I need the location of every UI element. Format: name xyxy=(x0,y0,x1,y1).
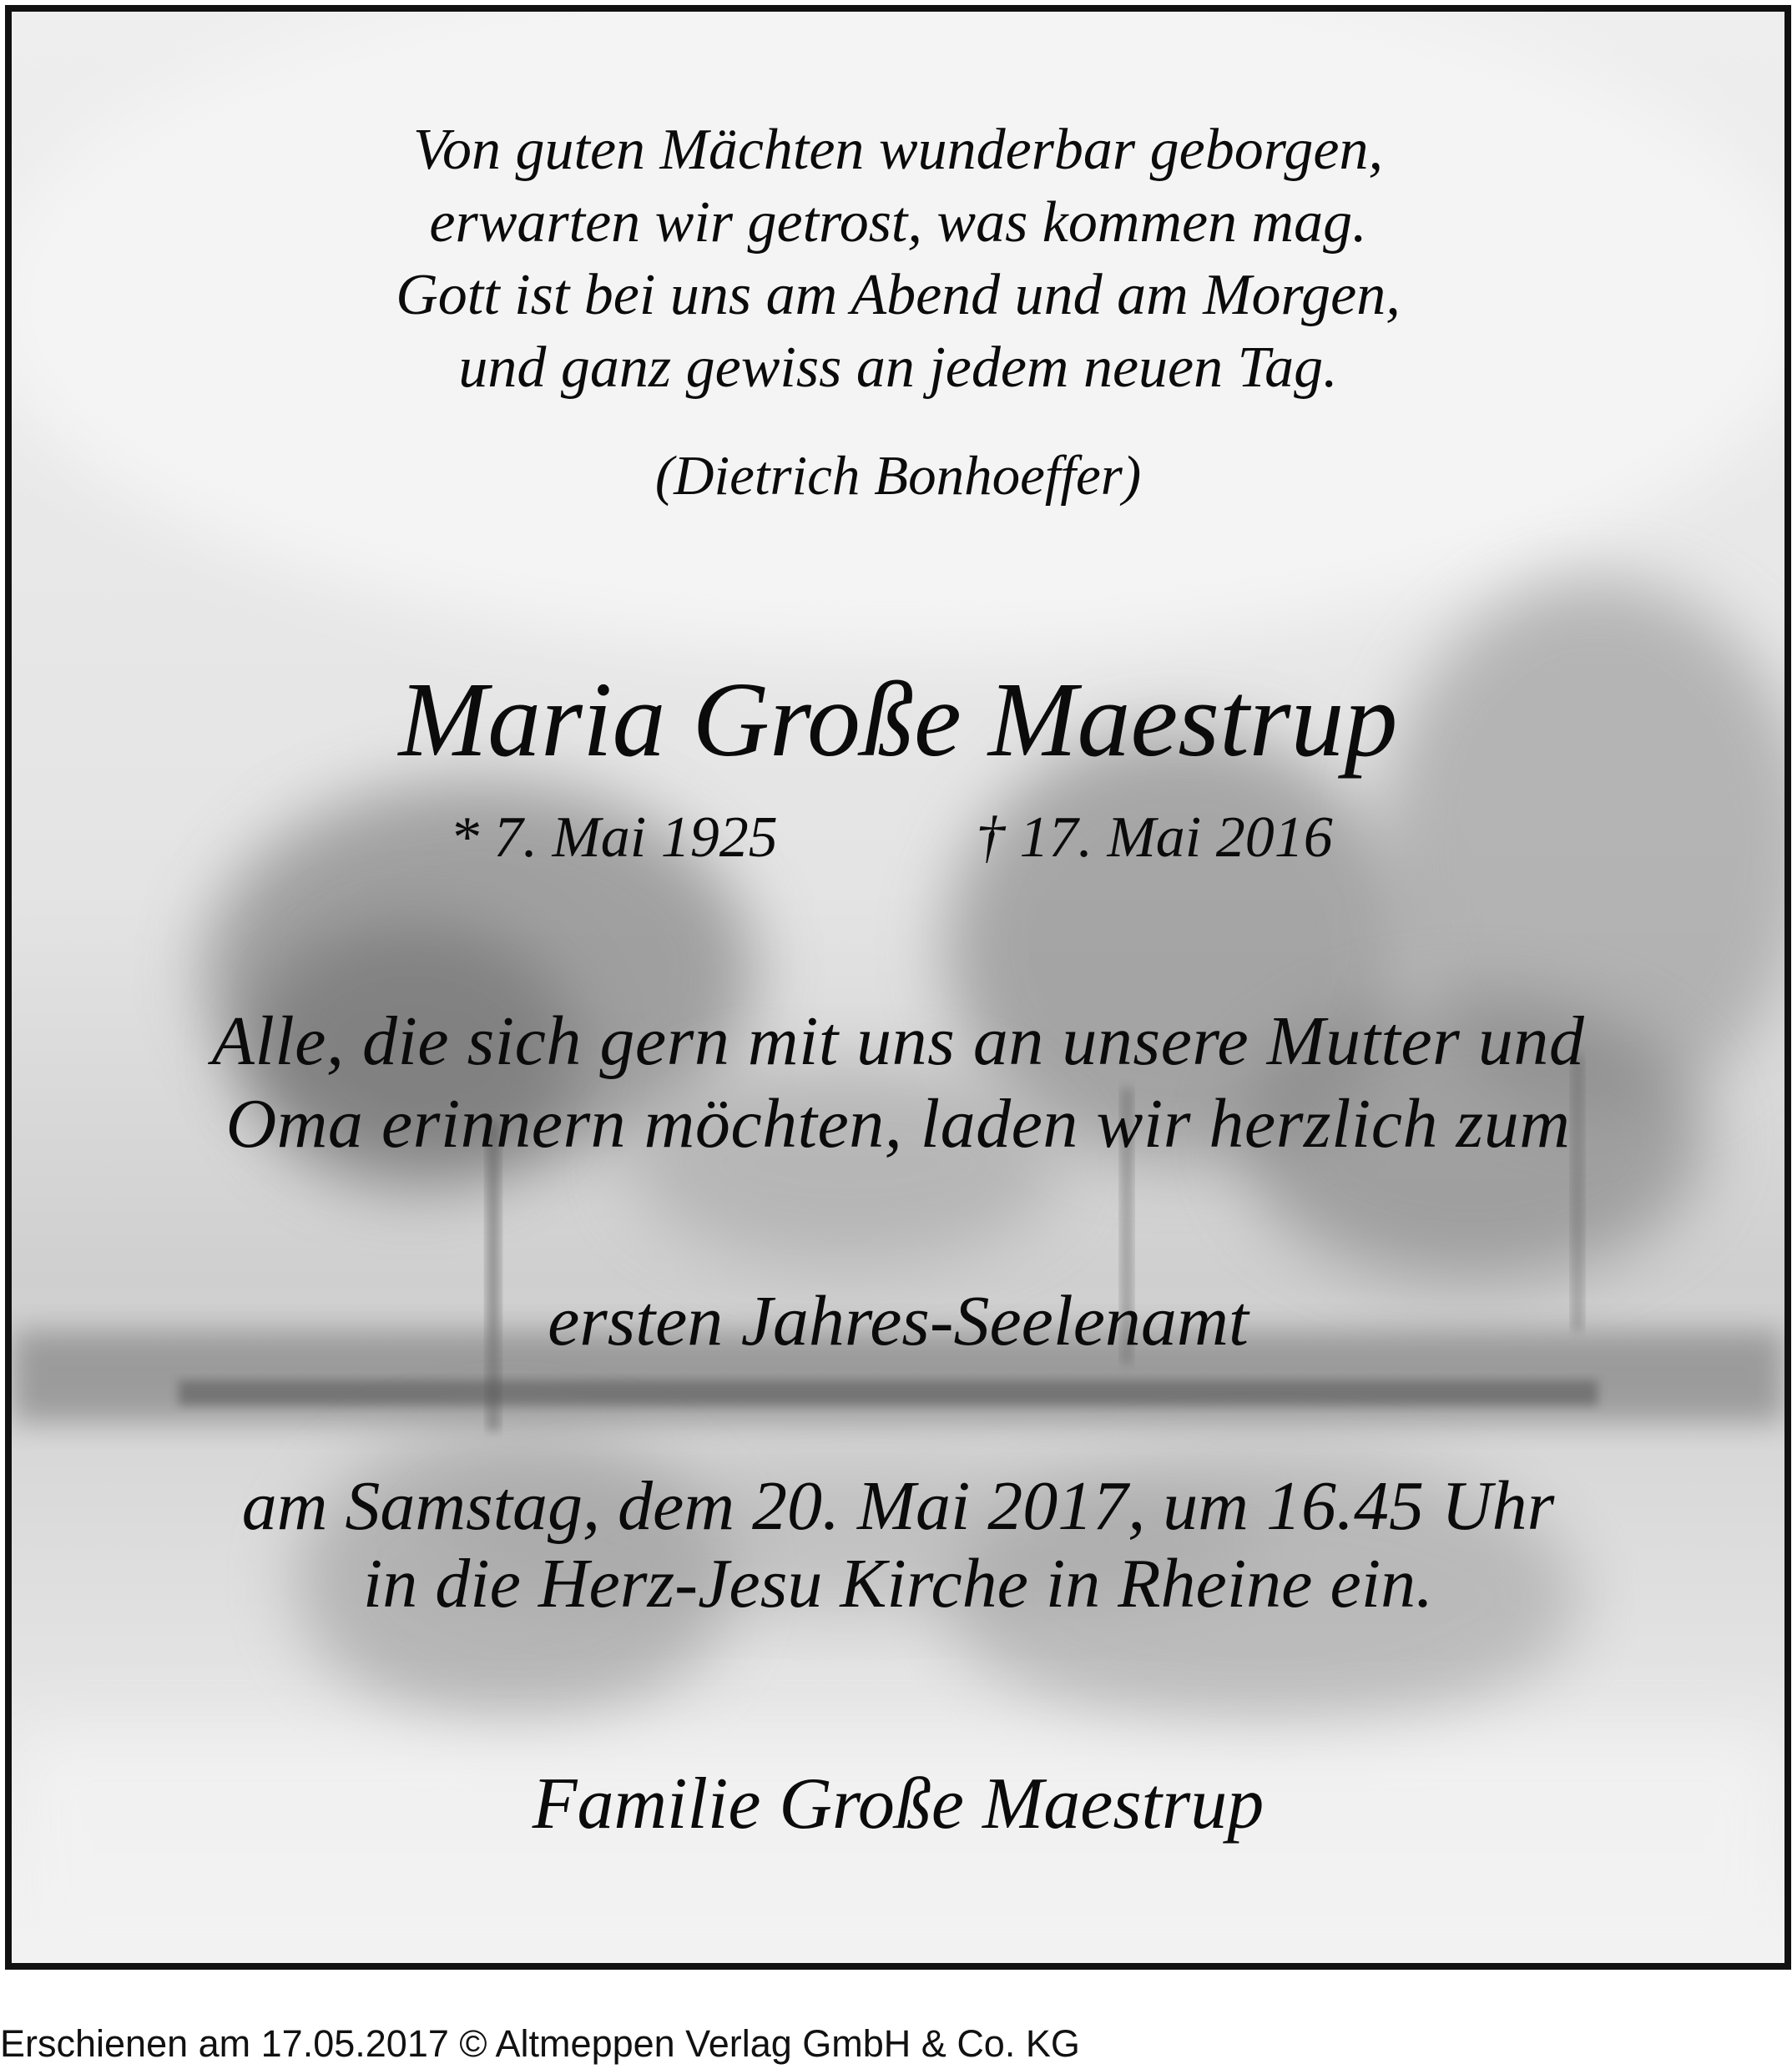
invitation-line-2: Oma erinnern möchten, laden wir herzlich zum xyxy=(225,1085,1571,1163)
poem-line-2: erwarten wir getrost, was kommen mag. xyxy=(429,190,1367,255)
poem-line-3: Gott ist bei uns am Abend und am Morgen, xyxy=(396,263,1401,327)
poem-line-4: und ganz gewiss an jedem neuen Tag. xyxy=(458,336,1338,400)
service-date-line: am Samstag, dem 20. Mai 2017, um 16.45 Uhr xyxy=(241,1467,1555,1545)
family-signature: Familie Große Maestrup xyxy=(532,1764,1264,1844)
birth-date: * 7. Mai 1925 xyxy=(450,805,778,870)
invitation-line-1: Alle, die sich gern mit uns an unsere Mutter und xyxy=(211,1002,1585,1080)
obituary-notice xyxy=(5,5,1791,1970)
publication-footer: Erschienen am 17.05.2017 © Altmeppen Verlag GmbH & Co. KG xyxy=(0,2022,1080,2065)
death-date: † 17. Mai 2016 xyxy=(976,805,1333,870)
deceased-name: Maria Große Maestrup xyxy=(398,660,1398,779)
poem-line-1: Von guten Mächten wunderbar geborgen, xyxy=(413,118,1383,182)
life-dates xyxy=(12,805,1784,875)
notice-text xyxy=(12,12,1784,1963)
service-location-line: in die Herz-Jesu Kirche in Rheine ein. xyxy=(362,1545,1434,1622)
poem-author: (Dietrich Bonhoeffer) xyxy=(654,445,1142,507)
mass-title: ersten Jahres-Seelenamt xyxy=(548,1280,1249,1360)
